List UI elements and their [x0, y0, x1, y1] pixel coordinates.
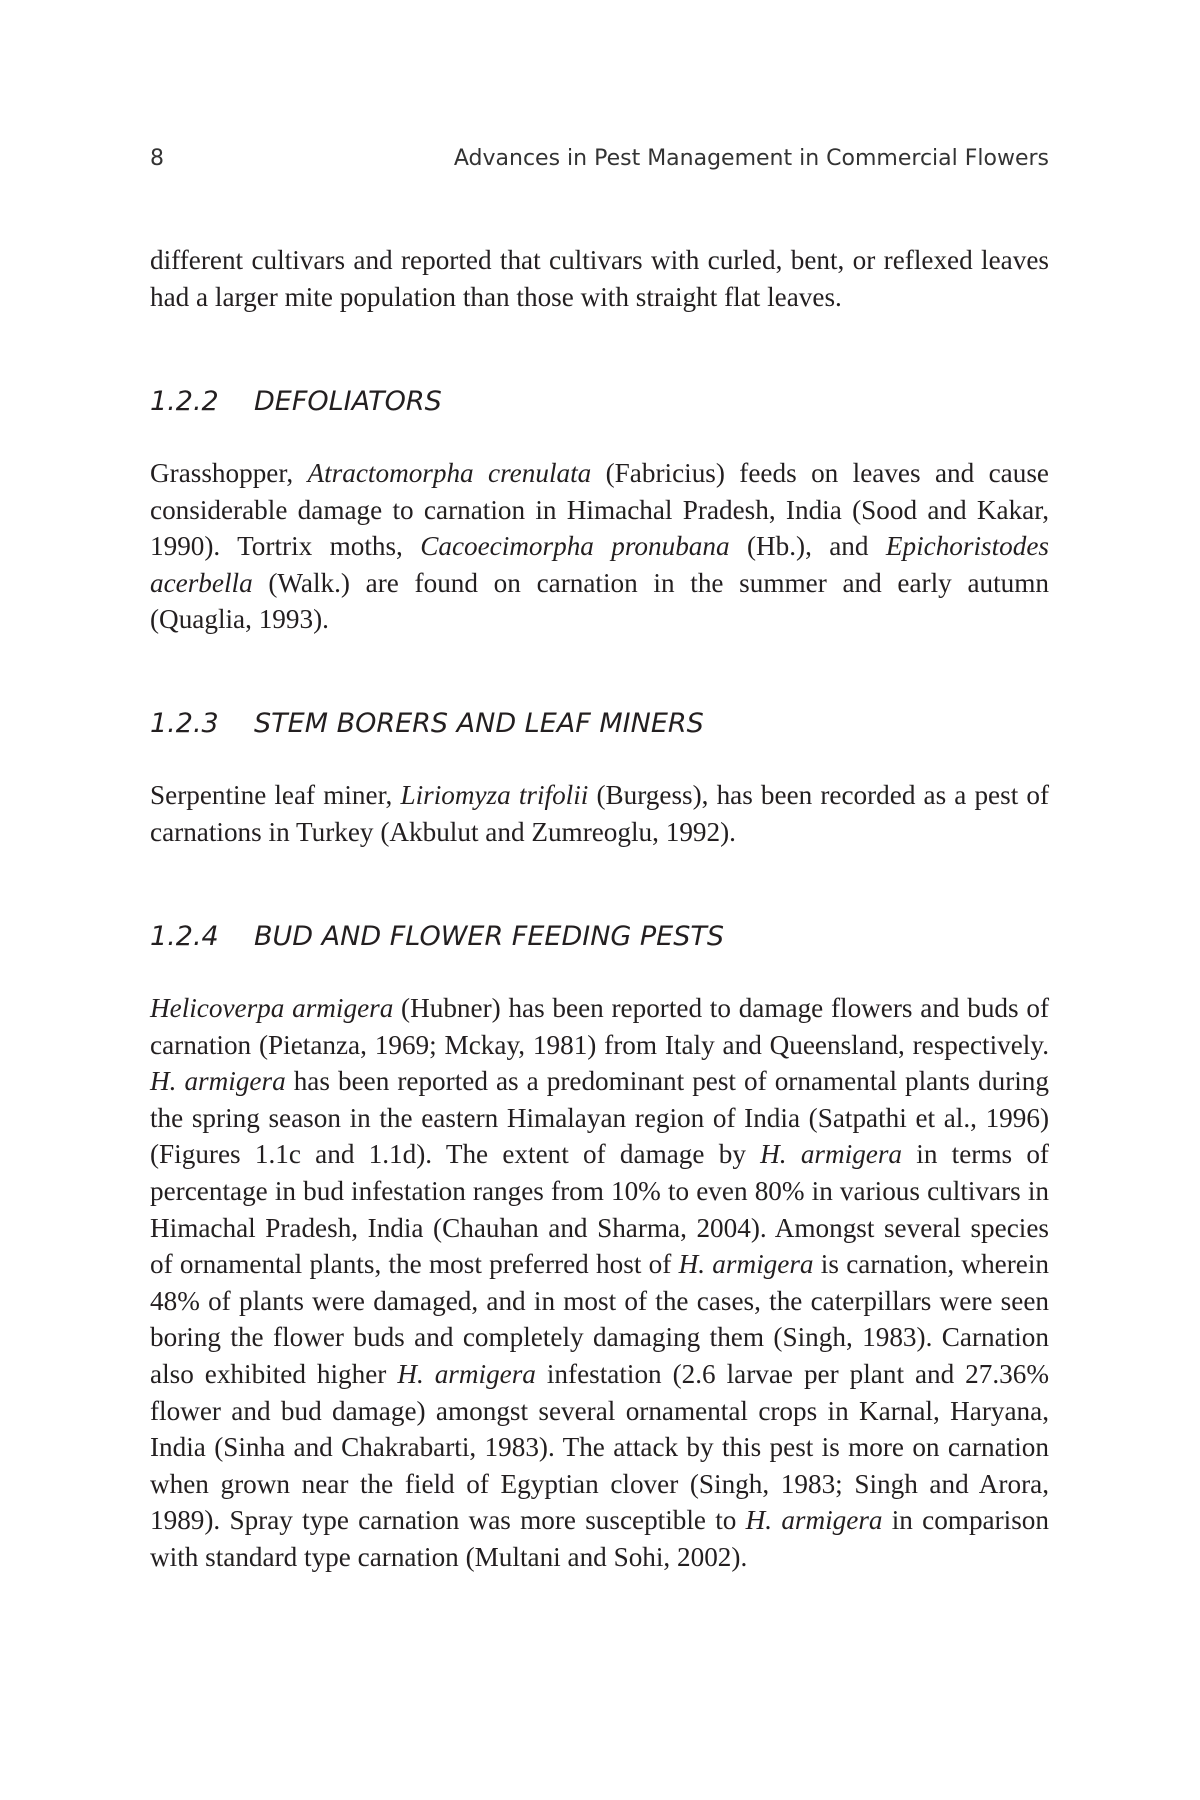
species-name: Liriomyza trifolii	[400, 780, 589, 810]
section-number: 1.2.2	[150, 386, 219, 417]
section-heading-bud-flower-pests	[150, 920, 1049, 954]
text-run: infestation (2.6 larvae per plant and 27.36% flower and bud damage) amongst several ornamental crops in Karnal, Haryana, India (Sinha and Chakrabarti, 1983). The attack by this pest is more on carnation when grown near the field of Egyptian clover (Singh, 1983; Singh and Arora, 1989). Spray type carnation was more susceptible to	[150, 1358, 1049, 1536]
species-name: Epichoristodes acerbella	[150, 531, 1049, 598]
text-run: (Walk.) are found on carnation in the summer and early autumn (Quaglia, 1993).	[150, 567, 1049, 635]
text-run: has been reported as a predominant pest of ornamental plants during the spring season in the eastern Himalayan region of India (Satpathi et al., 1996) (Figures 1.1c and 1.1d). The extent of damage by	[150, 1066, 1049, 1170]
text-run: (Hb.), and	[729, 531, 886, 562]
species-name: H. armigera	[745, 1505, 883, 1536]
text-run: different cultivars and reported that cultivars with curled, bent, or reflexed leaves had a larger mite population than those with straight flat leaves.	[150, 245, 1049, 312]
section-title: BUD AND FLOWER FEEDING PESTS	[254, 921, 725, 952]
stem-borers-paragraph	[150, 777, 1049, 850]
section-heading-stem-borers	[150, 707, 1049, 741]
text-run: is carnation, wherein 48% of plants were damaged, and in most of the cases, the caterpillars were seen boring the flower buds and completely damaging them (Singh, 1983). Carnation also exhibited higher	[150, 1249, 1049, 1389]
section-title: DEFOLIATORS	[254, 386, 442, 417]
text-run: in terms of percentage in bud infestation ranges from 10% to even 80% in various cultivars in Himachal Pradesh, India (Chauhan and Sharma, 2004). Amongst several species of ornamental plants, the most preferred host of	[150, 1139, 1049, 1280]
text-run: (Burgess), has been recorded as a pest of carnations in Turkey (Akbulut and Zumreoglu, 1992).	[150, 780, 1050, 847]
species-name: Atractomorpha crenulata	[307, 458, 592, 488]
page-number: 8	[150, 146, 164, 171]
text-run: Grasshopper,	[150, 458, 308, 488]
section-number: 1.2.4	[150, 921, 219, 952]
species-name: H. armigera	[150, 1066, 286, 1097]
running-head-title: Advances in Pest Management in Commercial Flowers	[453, 146, 1049, 171]
bud-flower-pests-paragraph	[150, 990, 1049, 1576]
book-page	[150, 0, 1049, 1800]
text-run: (Fabricius) feeds on leaves and cause considerable damage to carnation in Himachal Pradesh, India (Sood and Kakar, 1990). Tortrix moths,	[150, 458, 1049, 562]
species-name: H. armigera	[760, 1139, 903, 1170]
text-run: (Hubner) has been reported to damage flowers and buds of carnation (Pietanza, 1969; Mckay, 1981) from Italy and Queensland, respectively.	[150, 993, 1049, 1060]
defoliators-paragraph	[150, 455, 1049, 638]
species-name: H. armigera	[678, 1249, 814, 1280]
species-name: Helicoverpa armigera	[150, 993, 394, 1023]
species-name: Cacoecimorpha pronubana	[420, 531, 730, 562]
text-run: Serpentine leaf miner,	[150, 780, 401, 810]
section-number: 1.2.3	[150, 708, 219, 739]
species-name: H. armigera	[397, 1358, 536, 1389]
text-run: in comparison with standard type carnation (Multani and Sohi, 2002).	[150, 1505, 1049, 1572]
section-heading-defoliators	[150, 385, 1049, 419]
intro-paragraph	[150, 242, 1049, 315]
section-title: STEM BORERS AND LEAF MINERS	[254, 708, 704, 739]
